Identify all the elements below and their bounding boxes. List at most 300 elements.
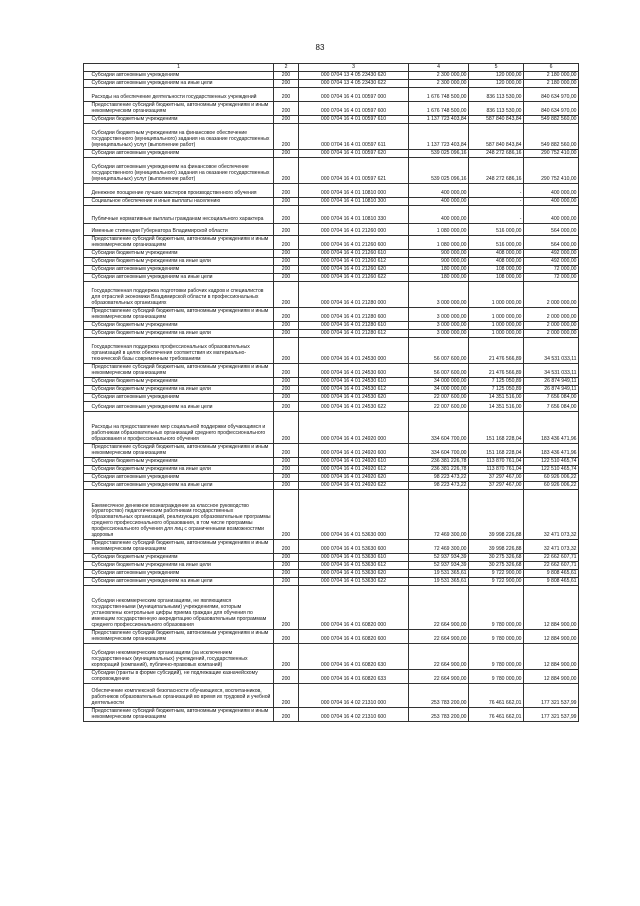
row-value-remaining: 12 884 900,00 [524, 586, 579, 630]
table-row [84, 586, 579, 630]
row-kbk: 000 0704 16 4 01 21280 612 [299, 330, 409, 338]
row-value-executed: 76 461 662,01 [469, 708, 524, 722]
row-value-remaining: 183 436 471,96 [524, 444, 579, 458]
row-value-approved: 22 007 600,00 [409, 394, 469, 402]
row-value-remaining: 12 884 900,00 [524, 670, 579, 684]
page-number: 83 [315, 43, 325, 52]
row-code: 200 [274, 474, 299, 482]
row-code: 200 [274, 102, 299, 116]
row-value-executed: 1 000 000,00 [469, 282, 524, 308]
row-name-text: Субсидии бюджетным учреждениям на иные цели [91, 386, 211, 393]
row-name [84, 644, 274, 670]
table-row [84, 562, 579, 570]
row-kbk: 000 0704 16 4 01 21260 600 [299, 236, 409, 250]
row-code: 200 [274, 338, 299, 364]
row-kbk: 000 0704 16 4 01 53630 620 [299, 570, 409, 578]
row-value-remaining: 290 752 410,00 [524, 150, 579, 158]
table-row [84, 386, 579, 394]
row-name [84, 102, 274, 116]
row-code: 200 [274, 630, 299, 644]
row-kbk: 000 0704 16 4 01 21260 610 [299, 250, 409, 258]
table-row [84, 322, 579, 330]
row-name-text: Предоставление субсидий бюджетным, автономным учреждениям и иным некоммерческим организациям [91, 364, 269, 377]
table-row [84, 482, 579, 490]
row-name [84, 198, 274, 206]
row-value-approved: 34 000 000,00 [409, 386, 469, 394]
row-value-approved: 1 080 000,00 [409, 224, 469, 236]
table-row [84, 684, 579, 708]
row-name-text: Расходы на предоставление мер социальной поддержки обучающимся и работникам образовательных организаций среднего профессионального образования и профессионального обучения [91, 424, 266, 443]
row-kbk: 000 0704 16 4 01 24920 600 [299, 444, 409, 458]
row-value-remaining: 26 874 949,11 [524, 386, 579, 394]
row-code: 200 [274, 258, 299, 266]
row-value-approved: 19 531 365,61 [409, 578, 469, 586]
row-value-executed: 14 351 516,00 [469, 394, 524, 402]
row-kbk: 000 0704 16 4 01 60820 633 [299, 670, 409, 684]
row-name-text: Субсидии некоммерческим организациям (за исключением государственных (муниципальных) учреждений, государственных корпораций (компаний), публично-правовых компаний) [91, 650, 248, 669]
row-name [84, 474, 274, 482]
row-value-remaining: 22 662 607,71 [524, 554, 579, 562]
row-value-executed: 120 000,00 [469, 80, 524, 88]
row-kbk: 000 0704 16 4 01 24530 610 [299, 378, 409, 386]
row-name [84, 150, 274, 158]
row-kbk: 000 0704 16 4 01 24920 622 [299, 482, 409, 490]
row-value-executed: 113 870 761,04 [469, 458, 524, 466]
table-row [84, 250, 579, 258]
row-code: 200 [274, 88, 299, 102]
row-name [84, 338, 274, 364]
row-code: 200 [274, 684, 299, 708]
row-value-remaining: 34 531 033,11 [524, 364, 579, 378]
row-name [84, 708, 274, 722]
row-name [84, 554, 274, 562]
row-value-executed: 39 998 226,88 [469, 540, 524, 554]
row-code: 200 [274, 274, 299, 282]
row-name [84, 274, 274, 282]
row-value-remaining: 72 000,00 [524, 274, 579, 282]
row-value-executed: 1 000 000,00 [469, 322, 524, 330]
row-code: 200 [274, 236, 299, 250]
row-value-remaining: 72 000,00 [524, 266, 579, 274]
row-code: 200 [274, 644, 299, 670]
row-name [84, 308, 274, 322]
table-row [84, 540, 579, 554]
row-name-text: Субсидии (гранты в форме субсидий), не подлежащие казначейскому сопровождению [91, 670, 258, 683]
row-name-text: Субсидии бюджетным учреждениям [91, 554, 178, 561]
row-code: 200 [274, 250, 299, 258]
row-value-approved: 34 000 000,00 [409, 378, 469, 386]
column-number: 6 [524, 64, 579, 72]
row-value-remaining: 12 884 900,00 [524, 644, 579, 670]
row-value-remaining: 34 531 033,11 [524, 338, 579, 364]
row-value-approved: 539 025 096,16 [409, 150, 469, 158]
row-value-remaining: 9 808 465,61 [524, 578, 579, 586]
row-name-text: Предоставление субсидий бюджетным, автономным учреждениям и иным некоммерческим организациям [91, 102, 269, 115]
row-value-executed: 7 125 050,89 [469, 386, 524, 394]
table-row [84, 458, 579, 466]
table-row [84, 578, 579, 586]
row-code: 200 [274, 378, 299, 386]
row-value-executed: 9 780 000,00 [469, 670, 524, 684]
row-value-remaining: 9 808 465,61 [524, 570, 579, 578]
row-name-text: Предоставление субсидий бюджетным, автономным учреждениям и иным некоммерческим организациям [91, 630, 269, 643]
row-value-executed: 108 000,00 [469, 274, 524, 282]
row-name-text: Государственная поддержка подготовки рабочих кадров и специалистов для отраслей экономики Владимирской области в профессиональных образовательных организациях [91, 288, 264, 307]
row-name [84, 236, 274, 250]
row-kbk: 000 0704 16 4 01 24530 000 [299, 338, 409, 364]
row-value-approved: 334 604 700,00 [409, 412, 469, 444]
row-name-text: Субсидии бюджетным учреждениям [91, 378, 178, 385]
column-number: 1 [84, 64, 274, 72]
row-kbk: 000 0704 16 4 01 21280 610 [299, 322, 409, 330]
row-name-text: Субсидии бюджетным учреждениям [91, 458, 178, 465]
row-value-remaining: 840 634 970,00 [524, 102, 579, 116]
table-row [84, 198, 579, 206]
row-name-text: Субсидии автономным учреждениям [91, 72, 180, 79]
row-value-executed: 14 351 516,00 [469, 402, 524, 412]
row-value-executed: - [469, 184, 524, 198]
column-number: 2 [274, 64, 299, 72]
row-name-text: Субсидии некоммерческим организациям, не являющимся государственными (муниципальными) учреждениями, которым установлены контрольные цифры приема граждан для обучения по имеющим государственную аккредитацию образовательным программам среднего профессионального образования [91, 598, 267, 629]
row-code: 200 [274, 466, 299, 474]
row-value-remaining: 32 471 073,32 [524, 490, 579, 540]
row-kbk: 000 0704 16 4 01 24530 620 [299, 394, 409, 402]
row-name-text: Денежное поощрение лучших мастеров производственного обучения [91, 190, 257, 197]
row-code: 200 [274, 266, 299, 274]
table-row [84, 412, 579, 444]
row-kbk: 000 0704 16 4 02 21310 600 [299, 708, 409, 722]
row-value-approved: 400 000,00 [409, 198, 469, 206]
row-value-executed: 151 168 228,04 [469, 412, 524, 444]
row-name-text: Государственная поддержка профессиональных образовательных организаций в целях обеспечения соответствия их материально-технической базы современным требованиям [91, 344, 250, 363]
row-name-text: Публичные нормативные выплаты гражданам несоциального характера [91, 216, 264, 223]
row-name-text: Субсидии автономным учреждениям на иные цели [91, 404, 213, 411]
row-value-approved: 1 137 723 403,84 [409, 124, 469, 150]
row-value-approved: 253 783 200,00 [409, 708, 469, 722]
table-row [84, 444, 579, 458]
row-value-approved: 19 531 365,61 [409, 570, 469, 578]
row-code: 200 [274, 554, 299, 562]
table-row [84, 394, 579, 402]
row-value-remaining: 177 321 537,99 [524, 684, 579, 708]
row-value-approved: 2 300 000,00 [409, 80, 469, 88]
row-name [84, 562, 274, 570]
row-name-text: Субсидии автономным учреждениям на финансовое обеспечение государственного (муниципального) задания на оказание государственных (муниципальных) услуг (выполнение работ) [91, 164, 270, 183]
row-name [84, 184, 274, 198]
row-name [84, 266, 274, 274]
row-name-text: Субсидии бюджетным учреждениям на иные цели [91, 466, 211, 473]
row-value-approved: 334 604 700,00 [409, 444, 469, 458]
row-name-text: Субсидии бюджетным учреждениям на финансовое обеспечение государственного (муниципального) задания на оказание государственных (муниципальных) услуг (выполнение работ) [91, 130, 270, 149]
row-value-remaining: 60 926 006,22 [524, 482, 579, 490]
row-code: 200 [274, 158, 299, 184]
row-name-text: Предоставление субсидий бюджетным, автономным учреждениям и иным некоммерческим организациям [91, 540, 269, 553]
row-name-text: Субсидии автономным учреждениям на иные цели [91, 274, 213, 281]
row-kbk: 000 0704 16 4 01 10810 330 [299, 206, 409, 224]
row-code: 200 [274, 80, 299, 88]
table-row [84, 80, 579, 88]
row-value-executed: 516 000,00 [469, 224, 524, 236]
row-kbk: 000 0704 16 4 01 53630 000 [299, 490, 409, 540]
row-value-remaining: 7 656 084,00 [524, 394, 579, 402]
row-name [84, 72, 274, 80]
row-value-approved: 22 007 600,00 [409, 402, 469, 412]
row-kbk: 000 0704 13 4 05 23430 622 [299, 80, 409, 88]
row-value-approved: 1 080 000,00 [409, 236, 469, 250]
row-value-approved: 72 469 300,00 [409, 490, 469, 540]
row-name-text: Субсидии автономным учреждениям [91, 570, 180, 577]
row-value-remaining: 177 321 537,99 [524, 708, 579, 722]
row-name-text: Предоставление субсидий бюджетным, автономным учреждениям и иным некоммерческим организациям [91, 236, 269, 249]
row-name [84, 250, 274, 258]
row-name [84, 570, 274, 578]
row-value-remaining: 2 000 000,00 [524, 308, 579, 322]
row-value-approved: 3 000 000,00 [409, 330, 469, 338]
row-value-executed: 1 000 000,00 [469, 308, 524, 322]
row-code: 200 [274, 578, 299, 586]
row-name-text: Именные стипендии Губернатора Владимирской области [91, 228, 228, 235]
row-code: 200 [274, 330, 299, 338]
row-value-remaining: 549 882 560,00 [524, 116, 579, 124]
row-kbk: 000 0704 16 4 02 21310 000 [299, 684, 409, 708]
row-value-approved: 22 664 900,00 [409, 670, 469, 684]
row-value-remaining: 22 662 607,71 [524, 562, 579, 570]
row-code: 200 [274, 72, 299, 80]
row-kbk: 000 0704 16 4 01 00597 610 [299, 116, 409, 124]
table-row [84, 670, 579, 684]
row-value-remaining: 2 000 000,00 [524, 282, 579, 308]
row-kbk: 000 0704 16 4 01 21280 600 [299, 308, 409, 322]
row-name [84, 402, 274, 412]
row-value-approved: 253 783 200,00 [409, 684, 469, 708]
table-row [84, 338, 579, 364]
row-value-executed: 30 275 326,68 [469, 562, 524, 570]
row-value-executed: 76 461 662,01 [469, 684, 524, 708]
row-value-executed: 836 113 530,00 [469, 102, 524, 116]
row-value-executed: 7 125 050,89 [469, 378, 524, 386]
row-value-executed: 21 476 566,89 [469, 364, 524, 378]
row-kbk: 000 0704 16 4 01 60820 600 [299, 630, 409, 644]
table-row [84, 330, 579, 338]
row-code: 200 [274, 386, 299, 394]
row-name-text: Субсидии бюджетным учреждениям на иные цели [91, 330, 211, 337]
row-kbk: 000 0704 16 4 01 21280 000 [299, 282, 409, 308]
row-code: 200 [274, 224, 299, 236]
row-kbk: 000 0704 16 4 01 21260 622 [299, 274, 409, 282]
row-kbk: 000 0704 16 4 01 24920 612 [299, 466, 409, 474]
row-value-approved: 3 000 000,00 [409, 322, 469, 330]
row-name-text: Субсидии автономным учреждениям [91, 394, 180, 401]
row-value-remaining: 564 000,00 [524, 224, 579, 236]
row-code: 200 [274, 116, 299, 124]
table-row [84, 150, 579, 158]
row-value-executed: 113 870 761,04 [469, 466, 524, 474]
row-name [84, 670, 274, 684]
table-row [84, 266, 579, 274]
row-name [84, 330, 274, 338]
row-code: 200 [274, 458, 299, 466]
row-value-executed: 9 780 000,00 [469, 630, 524, 644]
column-number: 4 [409, 64, 469, 72]
row-code: 200 [274, 570, 299, 578]
row-name-text: Субсидии бюджетным учреждениям [91, 250, 178, 257]
table-row [84, 206, 579, 224]
row-value-remaining: 183 436 471,96 [524, 412, 579, 444]
row-kbk: 000 0704 16 4 01 00597 620 [299, 150, 409, 158]
row-name [84, 394, 274, 402]
row-value-executed: 587 840 843,84 [469, 124, 524, 150]
row-value-approved: 52 937 934,39 [409, 554, 469, 562]
row-name [84, 282, 274, 308]
row-value-executed: 408 000,00 [469, 250, 524, 258]
row-value-executed: 836 113 530,00 [469, 88, 524, 102]
row-name [84, 80, 274, 88]
row-name-text: Субсидии автономным учреждениям на иные цели [91, 482, 213, 489]
table-row [84, 274, 579, 282]
table-row [84, 124, 579, 150]
row-value-executed: 408 000,00 [469, 258, 524, 266]
row-name [84, 88, 274, 102]
row-name-text: Предоставление субсидий бюджетным, автономным учреждениям и иным некоммерческим организациям [91, 708, 269, 721]
row-name [84, 116, 274, 124]
row-code: 200 [274, 282, 299, 308]
row-kbk: 000 0704 16 4 01 53630 622 [299, 578, 409, 586]
row-kbk: 000 0704 16 4 01 21260 612 [299, 258, 409, 266]
row-code: 200 [274, 444, 299, 458]
row-value-remaining: 2 000 000,00 [524, 322, 579, 330]
row-value-executed: - [469, 198, 524, 206]
row-value-approved: 2 300 000,00 [409, 72, 469, 80]
table-row [84, 644, 579, 670]
row-name [84, 322, 274, 330]
row-value-approved: 3 000 000,00 [409, 308, 469, 322]
row-kbk: 000 0704 16 4 01 60820 000 [299, 586, 409, 630]
row-value-approved: 180 000,00 [409, 274, 469, 282]
row-kbk: 000 0704 16 4 01 24530 612 [299, 386, 409, 394]
table-row [84, 236, 579, 250]
table-row [84, 102, 579, 116]
row-value-approved: 236 381 226,78 [409, 466, 469, 474]
row-name-text: Субсидии бюджетным учреждениям на иные цели [91, 258, 211, 265]
row-code: 200 [274, 490, 299, 540]
row-value-executed: 587 840 843,84 [469, 116, 524, 124]
table-row [84, 474, 579, 482]
row-value-approved: 900 000,00 [409, 250, 469, 258]
row-code: 200 [274, 206, 299, 224]
row-name [84, 206, 274, 224]
row-kbk: 000 0704 16 4 01 24530 600 [299, 364, 409, 378]
row-name [84, 364, 274, 378]
row-name-text: Субсидии бюджетным учреждениям на иные цели [91, 562, 211, 569]
row-value-approved: 539 025 096,16 [409, 158, 469, 184]
table-row [84, 708, 579, 722]
row-code: 200 [274, 670, 299, 684]
row-kbk: 000 0704 16 4 01 00597 611 [299, 124, 409, 150]
row-name [84, 490, 274, 540]
row-name-text: Субсидии бюджетным учреждениям [91, 116, 178, 123]
row-value-executed: 120 000,00 [469, 72, 524, 80]
row-name [84, 258, 274, 266]
row-value-approved: 400 000,00 [409, 206, 469, 224]
row-value-approved: 900 000,00 [409, 258, 469, 266]
row-value-executed: 9 780 000,00 [469, 586, 524, 630]
row-value-remaining: 400 000,00 [524, 184, 579, 198]
row-value-remaining: 840 634 970,00 [524, 88, 579, 102]
row-name [84, 684, 274, 708]
row-value-approved: 56 007 600,00 [409, 364, 469, 378]
table-row [84, 364, 579, 378]
table-row [84, 116, 579, 124]
row-name [84, 630, 274, 644]
column-number: 3 [299, 64, 409, 72]
row-value-remaining: 400 000,00 [524, 206, 579, 224]
row-name-text: Субсидии автономным учреждениям [91, 266, 180, 273]
row-value-executed: 9 780 000,00 [469, 644, 524, 670]
table-row [84, 88, 579, 102]
row-kbk: 000 0704 16 4 01 00597 000 [299, 88, 409, 102]
row-value-approved: 98 223 473,22 [409, 482, 469, 490]
row-name [84, 444, 274, 458]
row-value-approved: 22 664 900,00 [409, 630, 469, 644]
row-code: 200 [274, 412, 299, 444]
row-name-text: Предоставление субсидий бюджетным, автономным учреждениям и иным некоммерческим организациям [91, 444, 269, 457]
row-value-executed: 1 000 000,00 [469, 330, 524, 338]
row-name-text: Субсидии автономным учреждениям на иные цели [91, 578, 213, 585]
row-code: 200 [274, 394, 299, 402]
row-value-approved: 3 000 000,00 [409, 282, 469, 308]
row-value-executed: 9 722 900,00 [469, 578, 524, 586]
row-value-remaining: 564 000,00 [524, 236, 579, 250]
table-row [84, 184, 579, 198]
row-code: 200 [274, 322, 299, 330]
row-value-approved: 180 000,00 [409, 266, 469, 274]
row-code: 200 [274, 540, 299, 554]
row-name-text: Ежемесячное денежное вознаграждение за классное руководство (кураторство) педагогическим работникам государственных образовательных организаций, реализующих образовательные программы среднего профессионального образования, в том числе программы профессионального обучения для лиц с ограниченными возможностями здоровья [91, 502, 271, 539]
column-number: 5 [469, 64, 524, 72]
row-kbk: 000 0704 16 4 01 21260 000 [299, 224, 409, 236]
row-name-text: Субсидии автономным учреждениям [91, 474, 180, 481]
row-kbk: 000 0704 16 4 01 53630 610 [299, 554, 409, 562]
row-code: 200 [274, 402, 299, 412]
row-kbk: 000 0704 16 4 01 00597 600 [299, 102, 409, 116]
row-value-remaining: 12 884 900,00 [524, 630, 579, 644]
table-row [84, 158, 579, 184]
row-value-remaining: 492 000,00 [524, 250, 579, 258]
row-code: 200 [274, 586, 299, 630]
row-name [84, 466, 274, 474]
row-kbk: 000 0704 16 4 01 10810 000 [299, 184, 409, 198]
row-kbk: 000 0704 16 4 01 53630 612 [299, 562, 409, 570]
row-value-remaining: 7 656 084,00 [524, 402, 579, 412]
row-name [84, 482, 274, 490]
row-value-remaining: 60 926 006,22 [524, 474, 579, 482]
table-row [84, 224, 579, 236]
row-value-executed: 516 000,00 [469, 236, 524, 250]
row-value-executed: - [469, 206, 524, 224]
row-value-remaining: 400 000,00 [524, 198, 579, 206]
row-name-text: Субсидии автономным учреждениям на иные цели [91, 80, 213, 87]
row-name [84, 458, 274, 466]
row-kbk: 000 0704 16 4 01 24920 620 [299, 474, 409, 482]
row-name [84, 412, 274, 444]
table-row [84, 258, 579, 266]
table-row [84, 402, 579, 412]
row-value-approved: 98 223 473,22 [409, 474, 469, 482]
table-row [84, 378, 579, 386]
row-name [84, 124, 274, 150]
row-value-remaining: 2 180 000,00 [524, 80, 579, 88]
row-value-executed: 30 275 326,68 [469, 554, 524, 562]
